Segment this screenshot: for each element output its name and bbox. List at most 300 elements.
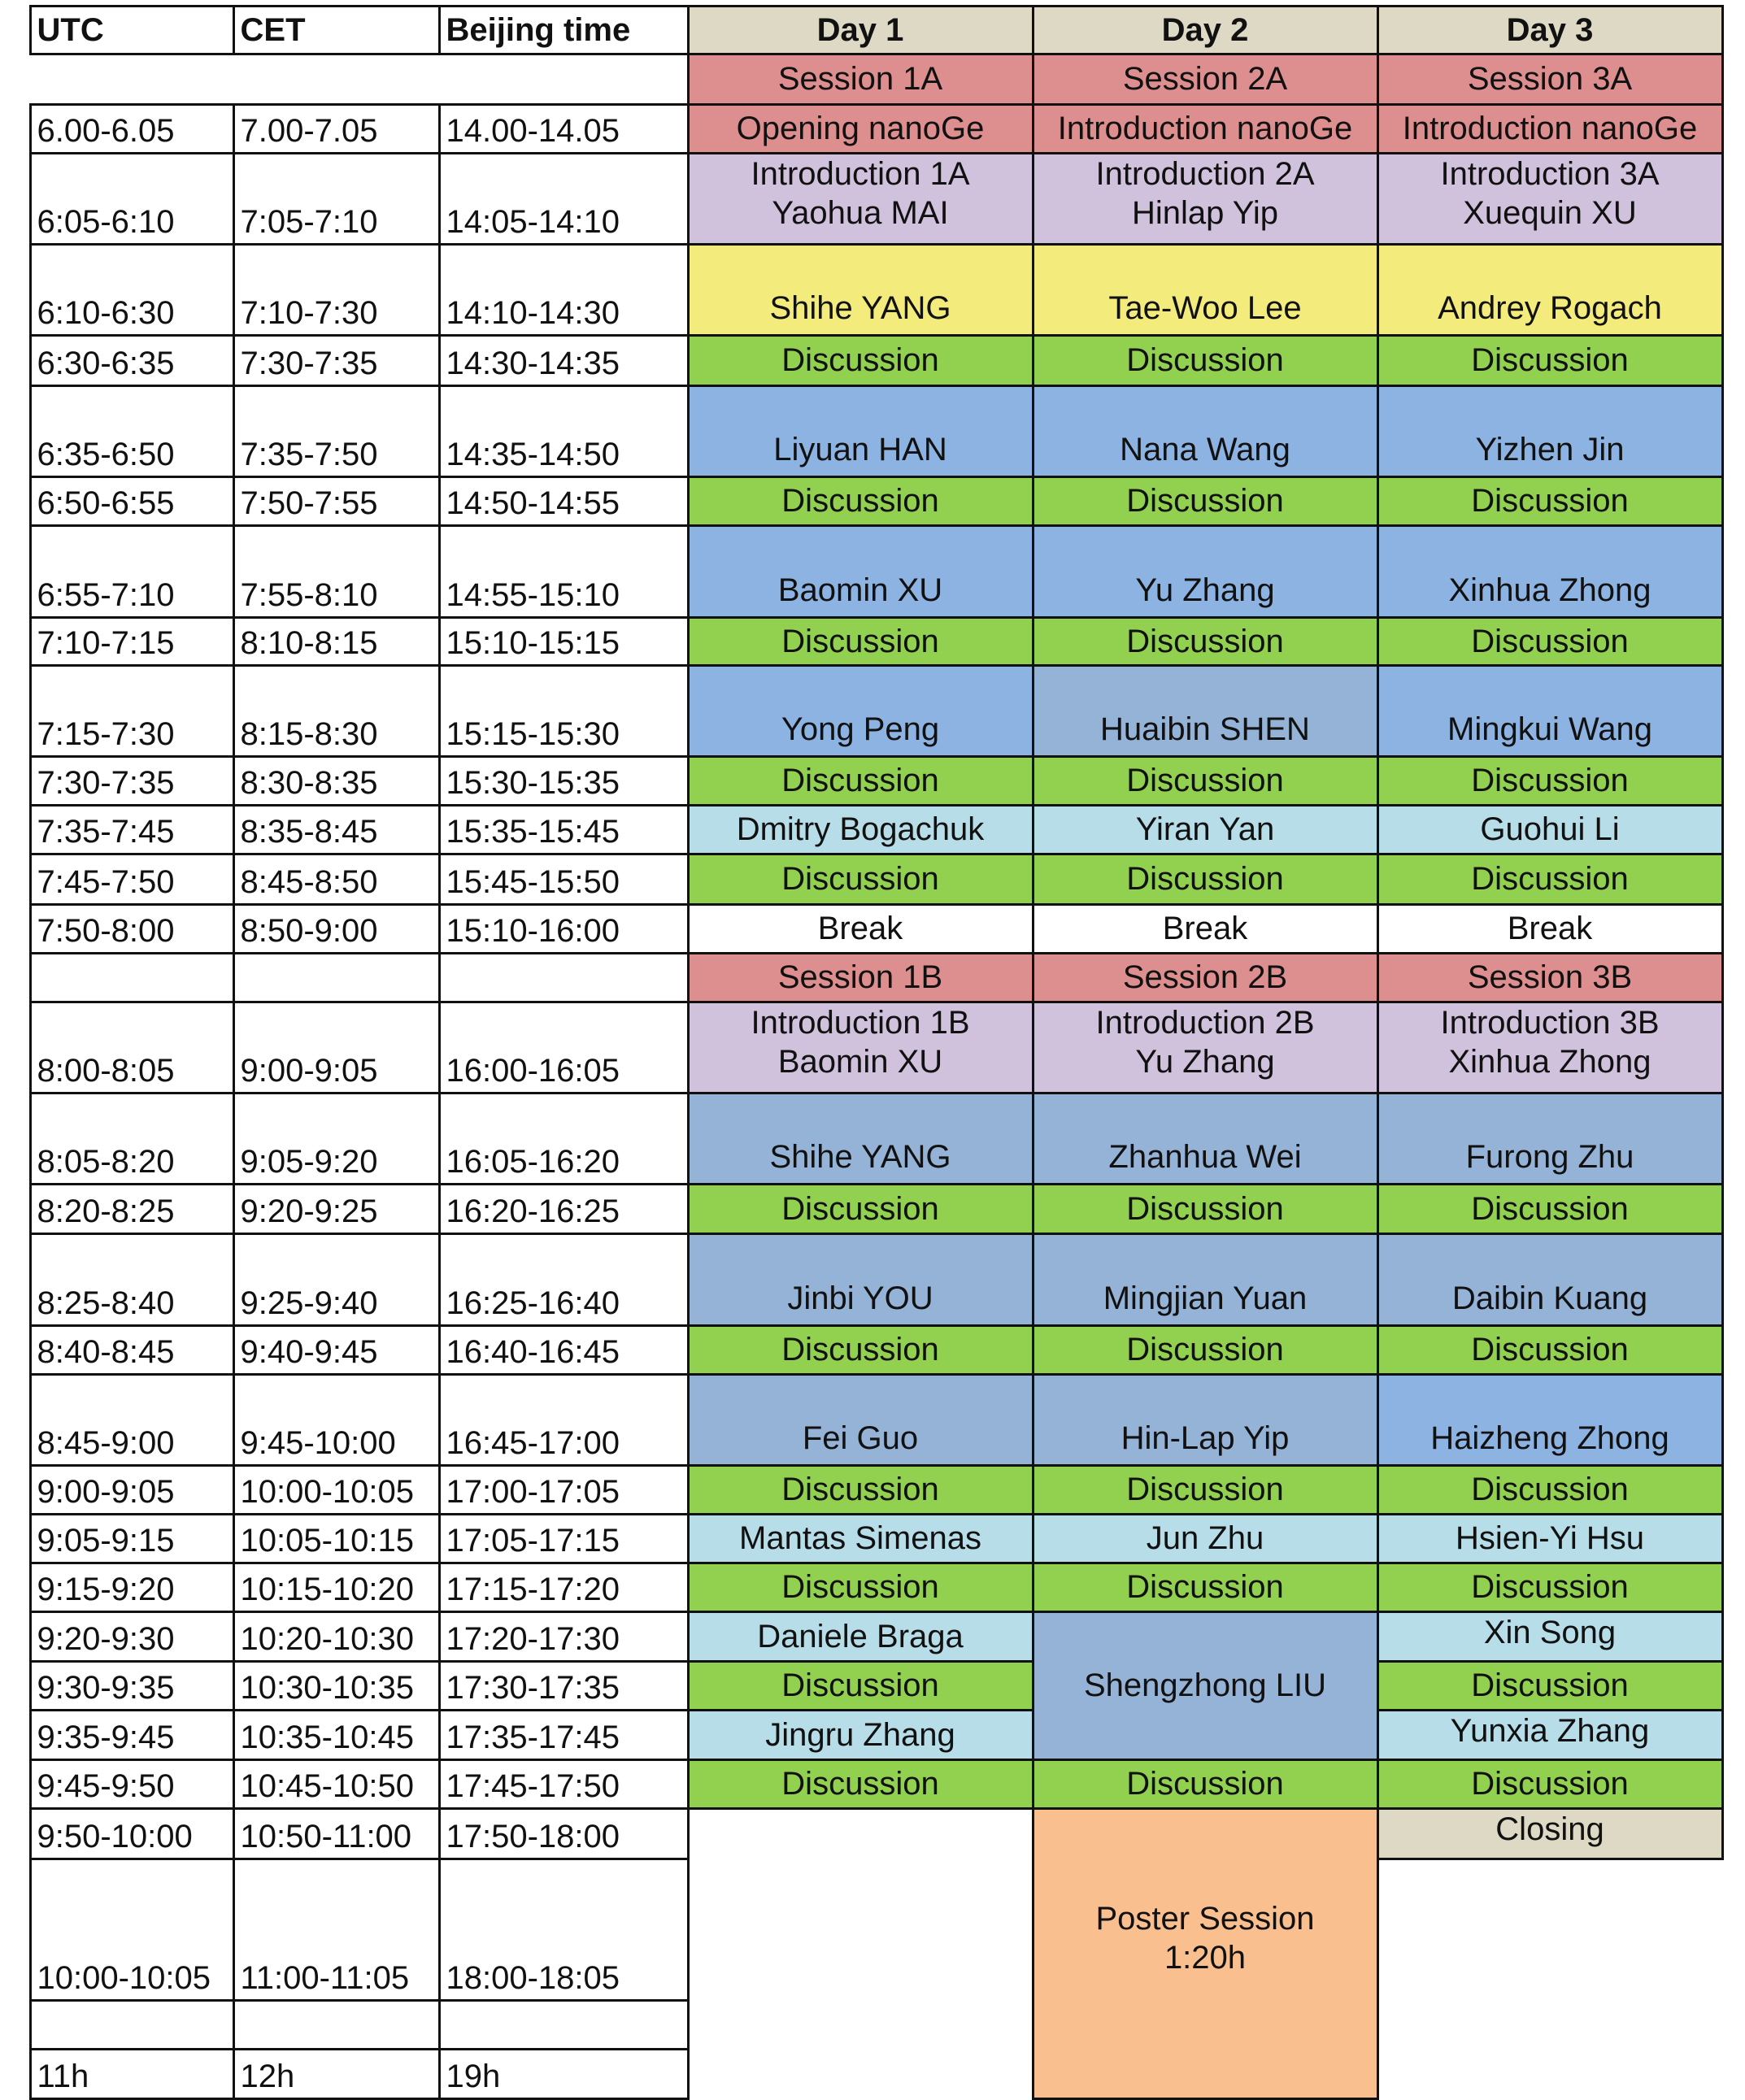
- time-utc-text: 6:30-6:35: [37, 345, 175, 381]
- event-invited: [687, 385, 1034, 478]
- time-utc-cell: [29, 616, 235, 667]
- time-cet-text: 10:20-10:30: [240, 1620, 415, 1657]
- time-beijing-cell: [438, 1464, 690, 1515]
- time-beijing-cell: [438, 664, 690, 758]
- header-cet: [233, 5, 441, 55]
- time-cet-text: 7:30-7:35: [240, 345, 378, 381]
- time-cet-cell: [233, 664, 441, 758]
- event-text: Closing: [1495, 1811, 1604, 1847]
- event-text: Discussion: [781, 1332, 939, 1367]
- event-text: Session 3A: [1467, 61, 1633, 97]
- time-cet-cell: [233, 1807, 441, 1860]
- event-text: Discussion: [1126, 623, 1284, 659]
- event-text: Discussion: [1126, 763, 1284, 798]
- event-keynote: [687, 243, 1034, 337]
- time-beijing-cell: [438, 385, 690, 478]
- time-utc-text: 7:45-7:50: [37, 863, 175, 900]
- event-text: Huaibin SHEN: [1100, 711, 1310, 747]
- event-session: [687, 53, 1034, 106]
- time-cet-text: 12h: [240, 2058, 295, 2094]
- time-beijing-cell: [438, 1233, 690, 1327]
- event-text: Xinhua Zhong: [1448, 572, 1651, 608]
- event-text: Introduction nanoGe: [1402, 111, 1698, 146]
- time-utc-text: 7:35-7:45: [37, 813, 175, 850]
- header-beijing: [438, 5, 690, 55]
- event-text: Discussion: [1126, 1332, 1284, 1367]
- event-text: Poster Session: [1095, 1900, 1315, 1937]
- event-discussion: [1032, 1324, 1379, 1376]
- event-invited-alt: [687, 1373, 1034, 1467]
- time-utc-text: 9:50-10:00: [37, 1818, 193, 1854]
- time-utc-cell: [29, 1858, 235, 2002]
- event-invited: [1377, 524, 1724, 619]
- time-cet-text: 8:45-8:50: [240, 863, 378, 900]
- event-text: Jinbi YOU: [787, 1280, 933, 1316]
- event-intro: [687, 1001, 1034, 1094]
- event-text: Discussion: [1126, 342, 1284, 378]
- event-discussion: [1032, 1464, 1379, 1515]
- event-intro: [1032, 1001, 1379, 1094]
- event-invited-alt: [1377, 1233, 1724, 1327]
- event-discussion: [687, 755, 1034, 807]
- event-text: Introduction 3A: [1440, 155, 1660, 192]
- time-beijing-text: 14:55-15:10: [446, 576, 620, 613]
- event-invited: [1032, 524, 1379, 619]
- time-utc-text: 6:35-6:50: [37, 436, 175, 472]
- time-beijing-cell: [438, 1373, 690, 1467]
- event-text: Break: [1162, 911, 1248, 946]
- event-text: Hinlap Yip: [1131, 194, 1279, 231]
- event-text: Discussion: [1126, 1190, 1284, 1227]
- time-beijing-text: 16:25-16:40: [446, 1285, 620, 1321]
- header-beijing-label: Beijing time: [446, 11, 631, 48]
- time-cet-text: 10:35-10:45: [240, 1719, 415, 1755]
- time-beijing-cell: [438, 1999, 690, 2050]
- event-text: Discussion: [781, 861, 939, 897]
- time-utc-text: 8:45-9:00: [37, 1424, 175, 1461]
- event-discussion: [1377, 1660, 1724, 1711]
- time-cet-cell: [233, 152, 441, 246]
- time-beijing-text: 15:30-15:35: [446, 764, 620, 801]
- time-cet-cell: [233, 952, 441, 1003]
- time-utc-text: 8:25-8:40: [37, 1285, 175, 1321]
- event-session: [1032, 53, 1379, 106]
- time-cet-text: 10:00-10:05: [240, 1473, 415, 1510]
- time-utc-cell: [29, 1759, 235, 1810]
- event-text: Discussion: [1471, 483, 1629, 519]
- event-closing: [1377, 1807, 1724, 1860]
- time-utc-text: 9:45-9:50: [37, 1767, 175, 1804]
- event-text: Guohui Li: [1480, 811, 1620, 847]
- event-text: Discussion: [1126, 1766, 1284, 1802]
- time-utc-text: 6:50-6:55: [37, 485, 175, 521]
- event-invited: [687, 524, 1034, 619]
- time-cet-cell: [233, 1562, 441, 1613]
- event-poster: [1032, 1807, 1379, 2100]
- time-beijing-text: 16:00-16:05: [446, 1052, 620, 1089]
- event-text: Xin Song: [1483, 1614, 1617, 1650]
- time-utc-cell: [29, 1562, 235, 1613]
- event-text: Break: [1507, 911, 1593, 946]
- event-text: Yunxia Zhang: [1450, 1712, 1650, 1749]
- time-beijing-cell: [438, 1562, 690, 1613]
- event-discussion: [1377, 476, 1724, 527]
- event-session: [687, 103, 1034, 154]
- time-utc-text: 6.00-6.05: [37, 112, 175, 149]
- time-beijing-cell: [438, 853, 690, 906]
- time-cet-cell: [233, 1324, 441, 1376]
- time-beijing-cell: [438, 952, 690, 1003]
- time-cet-cell: [233, 1858, 441, 2002]
- time-utc-text: 6:10-6:30: [37, 294, 175, 331]
- event-keynote: [1032, 243, 1379, 337]
- time-cet-text: 9:45-10:00: [240, 1424, 396, 1461]
- time-cet-text: 9:25-9:40: [240, 1285, 378, 1321]
- time-utc-text: 9:30-9:35: [37, 1669, 175, 1706]
- time-cet-cell: [233, 1999, 441, 2050]
- event-intro: [687, 152, 1034, 246]
- time-utc-cell: [29, 1513, 235, 1564]
- event-text: Introduction 1B: [751, 1004, 970, 1041]
- event-text: Zhanhua Wei: [1108, 1138, 1302, 1175]
- event-session: [1032, 952, 1379, 1003]
- time-utc-text: 7:15-7:30: [37, 715, 175, 752]
- time-cet-cell: [233, 385, 441, 478]
- event-text: Discussion: [781, 1766, 939, 1802]
- event-text: Yong Peng: [781, 711, 940, 747]
- time-beijing-cell: [438, 1807, 690, 1860]
- event-invited-alt: [1032, 664, 1379, 758]
- time-cet-text: 7.00-7.05: [240, 112, 378, 149]
- event-text: Liyuan HAN: [773, 431, 947, 467]
- time-cet-cell: [233, 1373, 441, 1467]
- time-cet-cell: [233, 2048, 441, 2100]
- time-beijing-text: 17:30-17:35: [446, 1669, 620, 1706]
- event-discussion: [1032, 1759, 1379, 1810]
- time-cet-text: 10:50-11:00: [240, 1818, 412, 1854]
- time-utc-text: 7:10-7:15: [37, 624, 175, 661]
- time-utc-cell: [29, 1660, 235, 1711]
- time-beijing-text: 16:20-16:25: [446, 1193, 620, 1229]
- time-cet-text: 9:05-9:20: [240, 1143, 378, 1180]
- header-day-2: [1032, 5, 1379, 55]
- time-cet-cell: [233, 524, 441, 619]
- time-cet-text: 9:20-9:25: [240, 1193, 378, 1229]
- event-short-talk: [1377, 1709, 1724, 1761]
- event-text: Opening nanoGe: [736, 111, 985, 146]
- event-text: Introduction nanoGe: [1057, 111, 1353, 146]
- event-text: Shengzhong LIU: [1083, 1667, 1326, 1703]
- event-text: Session 2A: [1122, 61, 1288, 97]
- time-utc-cell: [29, 952, 235, 1003]
- time-utc-cell: [29, 152, 235, 246]
- time-utc-text: 9:15-9:20: [37, 1571, 175, 1607]
- time-beijing-text: 17:00-17:05: [446, 1473, 620, 1510]
- event-intro: [1032, 152, 1379, 246]
- time-beijing-cell: [438, 1709, 690, 1761]
- time-utc-cell: [29, 1001, 235, 1094]
- time-beijing-cell: [438, 152, 690, 246]
- time-beijing-cell: [438, 1611, 690, 1663]
- time-utc-text: 9:20-9:30: [37, 1620, 175, 1657]
- event-invited: [1032, 385, 1379, 478]
- time-utc-text: 9:05-9:15: [37, 1522, 175, 1559]
- time-beijing-text: 14.00-14.05: [446, 112, 620, 149]
- event-text: 1:20h: [1164, 1939, 1247, 1976]
- event-text: Xinhua Zhong: [1448, 1043, 1651, 1080]
- event-invited-alt: [1032, 1233, 1379, 1327]
- time-utc-cell: [29, 903, 235, 954]
- time-cet-text: 7:05-7:10: [240, 203, 378, 240]
- header-utc: [29, 5, 235, 55]
- event-discussion: [1032, 616, 1379, 667]
- time-cet-text: 8:10-8:15: [240, 624, 378, 661]
- event-invited-alt: [687, 1233, 1034, 1327]
- time-utc-cell: [29, 2048, 235, 2100]
- event-text: Nana Wang: [1120, 431, 1290, 467]
- event-text: Daniele Braga: [757, 1618, 964, 1654]
- time-beijing-text: 17:20-17:30: [446, 1620, 620, 1657]
- time-utc-text: 11h: [37, 2058, 89, 2094]
- time-beijing-text: 18:00-18:05: [446, 1959, 620, 1996]
- event-discussion: [1032, 853, 1379, 906]
- event-break: [1377, 903, 1724, 954]
- time-beijing-cell: [438, 616, 690, 667]
- event-text: Yu Zhang: [1135, 572, 1275, 608]
- time-beijing-cell: [438, 1513, 690, 1564]
- event-text: Session 2B: [1122, 959, 1288, 995]
- event-text: Discussion: [1126, 1472, 1284, 1507]
- time-beijing-text: 14:30-14:35: [446, 345, 620, 381]
- time-beijing-cell: [438, 1660, 690, 1711]
- event-text: Discussion: [1126, 861, 1284, 897]
- time-utc-cell: [29, 1709, 235, 1761]
- time-beijing-cell: [438, 334, 690, 387]
- time-utc-cell: [29, 853, 235, 906]
- time-beijing-cell: [438, 804, 690, 855]
- time-cet-text: 8:30-8:35: [240, 764, 378, 801]
- time-beijing-text: 14:50-14:55: [446, 485, 620, 521]
- time-utc-cell: [29, 385, 235, 478]
- event-intro: [1377, 1001, 1724, 1094]
- event-text: Mingkui Wang: [1447, 711, 1652, 747]
- time-cet-cell: [233, 103, 441, 154]
- time-utc-text: 8:00-8:05: [37, 1052, 175, 1089]
- event-discussion: [687, 853, 1034, 906]
- event-break: [1032, 903, 1379, 954]
- time-utc-cell: [29, 334, 235, 387]
- event-text: Discussion: [1471, 623, 1629, 659]
- event-text: Discussion: [1471, 1569, 1629, 1605]
- event-intro: [1377, 152, 1724, 246]
- event-text: Session 1B: [777, 959, 943, 995]
- event-text: Discussion: [781, 1190, 939, 1227]
- time-cet-cell: [233, 1464, 441, 1515]
- time-cet-cell: [233, 1001, 441, 1094]
- time-beijing-cell: [438, 1324, 690, 1376]
- event-text: Shihe YANG: [769, 289, 951, 326]
- time-beijing-cell: [438, 755, 690, 807]
- time-utc-text: 8:20-8:25: [37, 1193, 175, 1229]
- event-discussion: [1377, 1324, 1724, 1376]
- event-text: Introduction 1A: [751, 155, 970, 192]
- event-text: Discussion: [781, 623, 939, 659]
- time-beijing-cell: [438, 476, 690, 527]
- time-utc-cell: [29, 1464, 235, 1515]
- event-text: Yizhen Jin: [1475, 431, 1625, 467]
- event-discussion: [1032, 1183, 1379, 1235]
- event-text: Yiran Yan: [1135, 811, 1275, 847]
- time-beijing-text: 17:15-17:20: [446, 1571, 620, 1607]
- time-utc-text: 6:55-7:10: [37, 576, 175, 613]
- time-cet-text: 10:45-10:50: [240, 1767, 415, 1804]
- time-beijing-text: 16:40-16:45: [446, 1333, 620, 1370]
- event-text: Discussion: [1471, 342, 1629, 378]
- event-discussion: [687, 1183, 1034, 1235]
- time-beijing-cell: [438, 1858, 690, 2002]
- time-beijing-text: 17:35-17:45: [446, 1719, 620, 1755]
- time-utc-cell: [29, 1183, 235, 1235]
- time-utc-cell: [29, 1373, 235, 1467]
- time-utc-text: 8:05-8:20: [37, 1143, 175, 1180]
- event-text: Fei Guo: [802, 1420, 919, 1456]
- event-short-talk: [687, 1513, 1034, 1564]
- event-short-talk: [1032, 1513, 1379, 1564]
- time-row-blank: [29, 53, 690, 106]
- time-beijing-cell: [438, 524, 690, 619]
- time-utc-cell: [29, 1324, 235, 1376]
- time-beijing-cell: [438, 1092, 690, 1185]
- time-beijing-cell: [438, 1001, 690, 1094]
- time-utc-cell: [29, 1611, 235, 1663]
- time-cet-text: 7:50-7:55: [240, 485, 378, 521]
- event-text: Tae-Woo Lee: [1108, 289, 1302, 326]
- event-short-talk: [687, 804, 1034, 855]
- event-invited-alt: [1032, 1611, 1379, 1761]
- time-beijing-cell: [438, 1183, 690, 1235]
- event-invited-alt: [1032, 1092, 1379, 1185]
- header-day-1: [687, 5, 1034, 55]
- event-text: Discussion: [1126, 1569, 1284, 1605]
- event-invited: [1377, 664, 1724, 758]
- time-utc-text: 10:00-10:05: [37, 1959, 211, 1996]
- time-cet-cell: [233, 853, 441, 906]
- event-text: Introduction 2A: [1095, 155, 1315, 192]
- event-text: Hin-Lap Yip: [1121, 1420, 1290, 1456]
- event-discussion: [687, 1562, 1034, 1613]
- event-session: [1377, 952, 1724, 1003]
- header-day-3: [1377, 5, 1724, 55]
- event-text: Discussion: [781, 342, 939, 378]
- event-text: Discussion: [1471, 1190, 1629, 1227]
- time-cet-cell: [233, 804, 441, 855]
- header-day-3-label: Day 3: [1506, 11, 1594, 48]
- event-text: Discussion: [1471, 1472, 1629, 1507]
- time-beijing-cell: [438, 243, 690, 337]
- header-utc-label: UTC: [37, 11, 104, 48]
- event-discussion: [1377, 1562, 1724, 1613]
- time-cet-text: 7:10-7:30: [240, 294, 378, 331]
- event-discussion: [1377, 755, 1724, 807]
- time-beijing-text: 17:50-18:00: [446, 1818, 620, 1854]
- time-cet-text: 7:55-8:10: [240, 576, 378, 613]
- event-discussion: [1377, 334, 1724, 387]
- time-cet-cell: [233, 476, 441, 527]
- event-text: Session 1A: [777, 61, 943, 97]
- time-beijing-text: 14:05-14:10: [446, 203, 620, 240]
- event-text: Daibin Kuang: [1451, 1280, 1648, 1316]
- event-text: Discussion: [1126, 483, 1284, 519]
- event-text: Discussion: [1471, 861, 1629, 897]
- event-short-talk: [1377, 1513, 1724, 1564]
- event-discussion: [1032, 334, 1379, 387]
- time-utc-text: 9:00-9:05: [37, 1473, 175, 1510]
- time-cet-cell: [233, 1233, 441, 1327]
- event-text: Discussion: [1471, 1332, 1629, 1367]
- event-session: [1032, 103, 1379, 154]
- event-text: Haizheng Zhong: [1430, 1420, 1669, 1456]
- time-utc-text: 7:50-8:00: [37, 912, 175, 949]
- event-text: Discussion: [781, 1472, 939, 1507]
- event-text: Break: [817, 911, 903, 946]
- time-cet-text: 8:35-8:45: [240, 813, 378, 850]
- time-cet-cell: [233, 1709, 441, 1761]
- time-cet-text: 10:15-10:20: [240, 1571, 415, 1607]
- time-beijing-text: 16:45-17:00: [446, 1424, 620, 1461]
- time-beijing-cell: [438, 1759, 690, 1810]
- time-beijing-text: 15:15-15:30: [446, 715, 620, 752]
- event-text: Xuequin XU: [1463, 194, 1637, 231]
- event-text: Dmitry Bogachuk: [736, 811, 985, 847]
- time-utc-text: 6:05-6:10: [37, 203, 175, 240]
- time-beijing-text: 14:35-14:50: [446, 436, 620, 472]
- event-text: Discussion: [781, 1667, 939, 1703]
- event-text: Introduction 3B: [1440, 1004, 1660, 1041]
- event-discussion: [1032, 755, 1379, 807]
- time-cet-cell: [233, 1183, 441, 1235]
- event-session: [1377, 103, 1724, 154]
- time-cet-cell: [233, 334, 441, 387]
- time-beijing-text: 15:45-15:50: [446, 863, 620, 900]
- time-utc-cell: [29, 1807, 235, 1860]
- time-cet-cell: [233, 243, 441, 337]
- time-beijing-text: 15:35-15:45: [446, 813, 620, 850]
- event-text: Discussion: [781, 483, 939, 519]
- time-cet-cell: [233, 1611, 441, 1663]
- time-cet-cell: [233, 616, 441, 667]
- time-utc-cell: [29, 664, 235, 758]
- event-invited: [1377, 1373, 1724, 1467]
- time-cet-text: 9:00-9:05: [240, 1052, 378, 1089]
- time-utc-text: 8:40-8:45: [37, 1333, 175, 1370]
- event-invited-alt: [1377, 1092, 1724, 1185]
- event-short-talk: [1032, 804, 1379, 855]
- event-text: Mingjian Yuan: [1103, 1280, 1308, 1316]
- time-beijing-text: 17:45-17:50: [446, 1767, 620, 1804]
- time-utc-cell: [29, 1999, 235, 2050]
- event-short-talk: [1377, 1611, 1724, 1663]
- event-text: Baomin XU: [777, 572, 943, 608]
- event-invited: [1377, 385, 1724, 478]
- event-discussion: [1032, 1562, 1379, 1613]
- event-discussion: [687, 1759, 1034, 1810]
- event-short-talk: [687, 1709, 1034, 1761]
- event-text: Yu Zhang: [1135, 1043, 1275, 1080]
- event-discussion: [1377, 616, 1724, 667]
- event-invited-alt: [687, 1092, 1034, 1185]
- event-break: [687, 903, 1034, 954]
- header-cet-label: CET: [240, 11, 306, 48]
